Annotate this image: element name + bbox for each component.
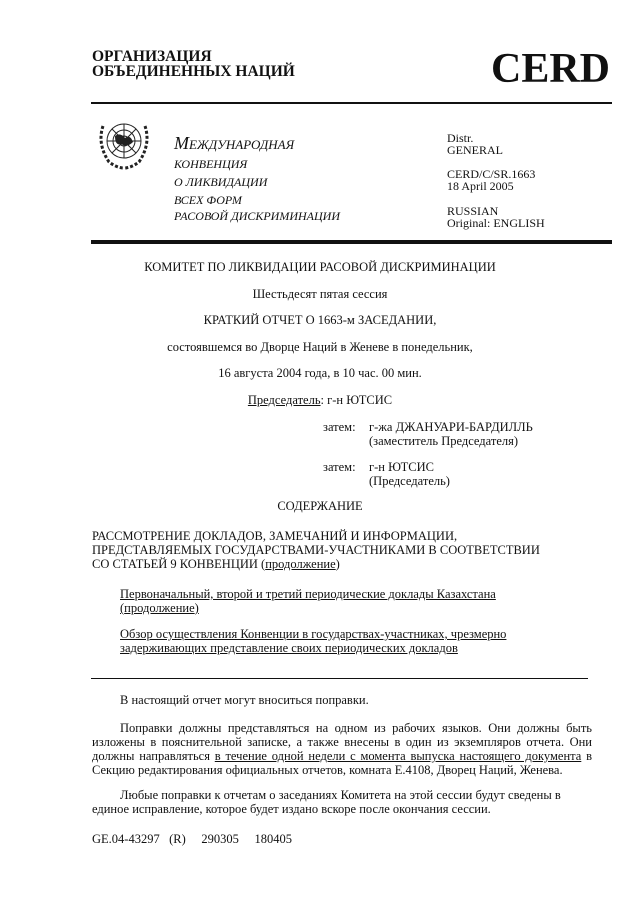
acting-chair-role: (заместитель Председателя) (369, 434, 519, 448)
meeting-datetime: 16 августа 2004 года, в 10 час. 00 мин. (218, 366, 422, 380)
agenda-line: РАССМОТРЕНИЕ ДОКЛАДОВ, ЗАМЕЧАНИЙ И ИНФОРМАЦИИ, (92, 529, 458, 543)
agenda-text: СО СТАТЬЕЙ 9 КОНВЕНЦИИ ( (92, 557, 266, 571)
paren: ( (120, 601, 125, 615)
convention-title-line-2: КОНВЕНЦИЯ (174, 157, 248, 171)
agenda-subitem-kazakhstan (120, 587, 496, 615)
job-number: GE.04-43297 (R) 290305 180405 (92, 832, 292, 846)
acting-chair-2 (369, 460, 450, 488)
un-emblem-icon (95, 114, 153, 172)
correction-note-3: Любые поправки к отчетам о заседаниях Комитета на этой сессии будут сведены в единое исправление, которое будет издано вскоре после окончания сессии. (92, 788, 561, 816)
distr-label: Distr. (447, 131, 474, 145)
top-rule (91, 102, 612, 104)
chair-label: Председатель (247, 393, 321, 407)
convention-title-line-5: РАСОВОЙ ДИСКРИМИНАЦИИ (174, 209, 341, 223)
correction-note-2 (92, 721, 592, 777)
acting-chair-name: г-жа ДЖАНУАРИ-БАРДИЛЛЬ (369, 420, 533, 434)
acting-chair-name: г-н ЮТСИС (369, 460, 434, 474)
subitem-line: задерживающих представление своих периодических докладов (120, 641, 458, 655)
session-name: Шестьдесят пятая сессия (252, 287, 388, 301)
subitem-line (120, 601, 496, 615)
subitem-line: Обзор осуществления Конвенции в государствах-участниках, чрезмерно (120, 627, 507, 641)
agenda-line: ПРЕДСТАВЛЯЕМЫХ ГОСУДАРСТВАМИ-УЧАСТНИКАМИ В СООТВЕТСТВИИ (92, 543, 540, 557)
paren: ) (335, 557, 340, 571)
convention-word: Международная (174, 133, 295, 153)
record-title: КРАТКИЙ ОТЧЕТ О 1663-м ЗАСЕДАНИИ, (203, 313, 437, 327)
acting-chair-role: (Председатель) (369, 474, 450, 488)
agenda-item-main (92, 529, 540, 571)
original-language: Original: ENGLISH (447, 216, 545, 230)
note-text: Поправки должны представляться на одном из рабочих языков. Они должны быть изложены в пояснительной записке, а также внесены в один из экземпляров отчета. Они должны направляться (92, 721, 592, 763)
paren: ) (194, 601, 199, 615)
chair-name: : г-н ЮТСИС (320, 393, 393, 407)
continued-label: продолжение (265, 557, 336, 571)
contents-heading: СОДЕРЖАНИЕ (277, 499, 363, 513)
committee-name: КОМИТЕТ ПО ЛИКВИДАЦИИ РАСОВОЙ ДИСКРИМИНАЦИИ (144, 260, 496, 274)
note-text: в Секцию редактирования официальных отчетов, комната E.4108, Дворец Наций, Женева. (92, 749, 593, 777)
convention-title-line-3: О ЛИКВИДАЦИИ (174, 175, 268, 189)
continued-label: продолжение (124, 601, 195, 615)
chairperson (0, 393, 640, 407)
subitem-line: Первоначальный, второй и третий периодические доклады Казахстана (120, 587, 496, 601)
org-line-2: ОБЪЕДИНЕННЫХ НАЦИЙ (92, 63, 295, 80)
meeting-place: состоявшемся во Дворце Наций в Женеве в понедельник, (167, 340, 473, 354)
org-line-1: ОРГАНИЗАЦИЯ (92, 48, 212, 65)
then-label-1: затем: (323, 420, 356, 434)
footnote-rule (91, 678, 588, 679)
convention-title-line-1 (174, 133, 295, 153)
agenda-line (92, 557, 540, 571)
doc-language: RUSSIAN (447, 204, 499, 218)
document-series: CERD (490, 46, 610, 92)
then-label-2: затем: (323, 460, 356, 474)
note-deadline: в течение одной недели с момента выпуска настоящего документа (214, 749, 582, 763)
organization-name (92, 49, 295, 79)
convention-title-line-4: ВСЕХ ФОРМ (174, 193, 242, 207)
header-rule (91, 240, 612, 244)
correction-note-1: В настоящий отчет могут вноситься поправки. (120, 693, 369, 707)
distribution: GENERAL (447, 143, 503, 157)
acting-chair-1 (369, 420, 533, 448)
agenda-subitem-overdue-reports (120, 627, 506, 655)
doc-symbol: CERD/C/SR.1663 (447, 167, 536, 181)
doc-date: 18 April 2005 (447, 179, 514, 193)
